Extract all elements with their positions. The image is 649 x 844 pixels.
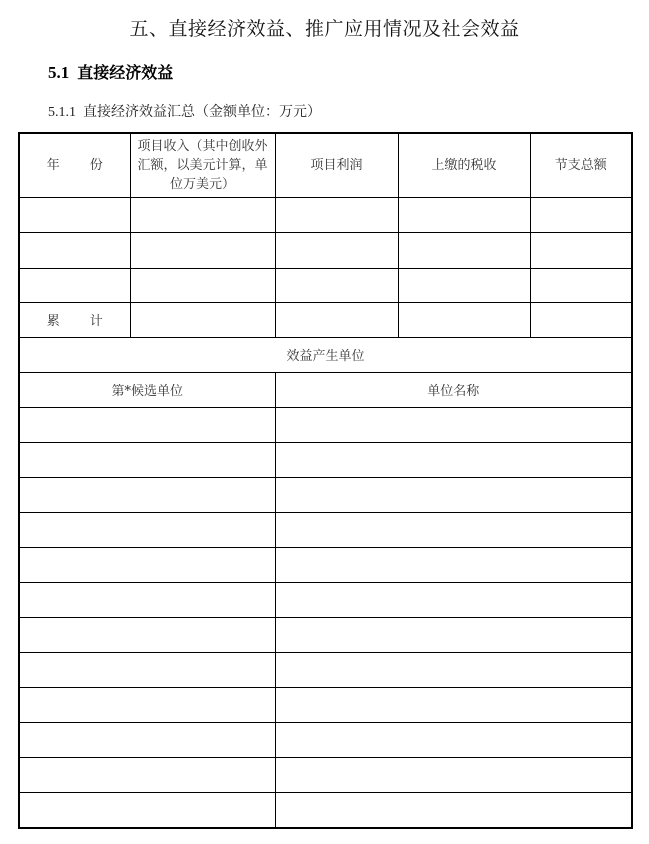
cell-year[interactable] (19, 197, 130, 232)
cell-candidate[interactable] (19, 722, 275, 757)
cell-unit-name[interactable] (275, 617, 632, 652)
cell-tax[interactable] (398, 232, 530, 268)
cell-candidate[interactable] (19, 512, 275, 547)
cell-unit-name[interactable] (275, 792, 632, 828)
cell-unit-name[interactable] (275, 582, 632, 617)
cell-candidate[interactable] (19, 442, 275, 477)
units-row (19, 582, 632, 617)
total-income[interactable] (130, 302, 275, 337)
cell-profit[interactable] (275, 197, 398, 232)
units-row (19, 792, 632, 828)
cell-income[interactable] (130, 232, 275, 268)
economic-benefit-table (18, 132, 633, 829)
units-row (19, 442, 632, 477)
cell-candidate[interactable] (19, 617, 275, 652)
cell-candidate[interactable] (19, 407, 275, 442)
units-row (19, 407, 632, 442)
cell-candidate[interactable] (19, 687, 275, 722)
cell-year[interactable] (19, 268, 130, 302)
summary-row (19, 232, 632, 268)
units-row (19, 617, 632, 652)
units-section-header-row (19, 337, 632, 372)
header-year: 年 份 (19, 133, 130, 197)
summary-row (19, 197, 632, 232)
cell-income[interactable] (130, 268, 275, 302)
header-income: 项目收入（其中创收外汇额，以美元计算，单位万美元） (130, 133, 275, 197)
units-row (19, 547, 632, 582)
cell-candidate[interactable] (19, 757, 275, 792)
header-candidate-unit: 第*候选单位 (19, 372, 275, 407)
cell-unit-name[interactable] (275, 512, 632, 547)
units-row (19, 512, 632, 547)
cell-unit-name[interactable] (275, 477, 632, 512)
header-profit: 项目利润 (275, 133, 398, 197)
cell-candidate[interactable] (19, 652, 275, 687)
units-row (19, 757, 632, 792)
units-header-row (19, 372, 632, 407)
subsection-label: 直接经济效益汇总（金额单位：万元） (83, 104, 321, 120)
cell-candidate[interactable] (19, 477, 275, 512)
total-tax[interactable] (398, 302, 530, 337)
cell-savings[interactable] (530, 268, 632, 302)
cell-savings[interactable] (530, 232, 632, 268)
cell-profit[interactable] (275, 268, 398, 302)
header-tax: 上缴的税收 (398, 133, 530, 197)
cell-unit-name[interactable] (275, 547, 632, 582)
cell-unit-name[interactable] (275, 722, 632, 757)
subsection-heading (48, 101, 321, 121)
summary-header-row (19, 133, 632, 197)
total-profit[interactable] (275, 302, 398, 337)
summary-total-row (19, 302, 632, 337)
total-savings[interactable] (530, 302, 632, 337)
section-number: 5.1 (48, 63, 70, 82)
cell-tax[interactable] (398, 268, 530, 302)
subsection-number: 5.1.1 (48, 105, 76, 120)
cell-unit-name[interactable] (275, 407, 632, 442)
cell-candidate[interactable] (19, 792, 275, 828)
cell-savings[interactable] (530, 197, 632, 232)
units-section-header: 效益产生单位 (19, 337, 632, 372)
summary-row (19, 268, 632, 302)
cell-unit-name[interactable] (275, 442, 632, 477)
section-heading (48, 60, 173, 83)
cell-unit-name[interactable] (275, 652, 632, 687)
units-row (19, 477, 632, 512)
units-row (19, 722, 632, 757)
cell-candidate[interactable] (19, 582, 275, 617)
cell-unit-name[interactable] (275, 757, 632, 792)
cell-unit-name[interactable] (275, 687, 632, 722)
cell-year[interactable] (19, 232, 130, 268)
header-savings: 节支总额 (530, 133, 632, 197)
cell-candidate[interactable] (19, 547, 275, 582)
header-unit-name: 单位名称 (275, 372, 632, 407)
units-row (19, 652, 632, 687)
total-label: 累 计 (19, 302, 130, 337)
cell-tax[interactable] (398, 197, 530, 232)
units-row (19, 687, 632, 722)
cell-income[interactable] (130, 197, 275, 232)
section-label: 直接经济效益 (77, 63, 174, 82)
chapter-title: 五、直接经济效益、推广应用情况及社会效益 (129, 18, 520, 40)
cell-profit[interactable] (275, 232, 398, 268)
